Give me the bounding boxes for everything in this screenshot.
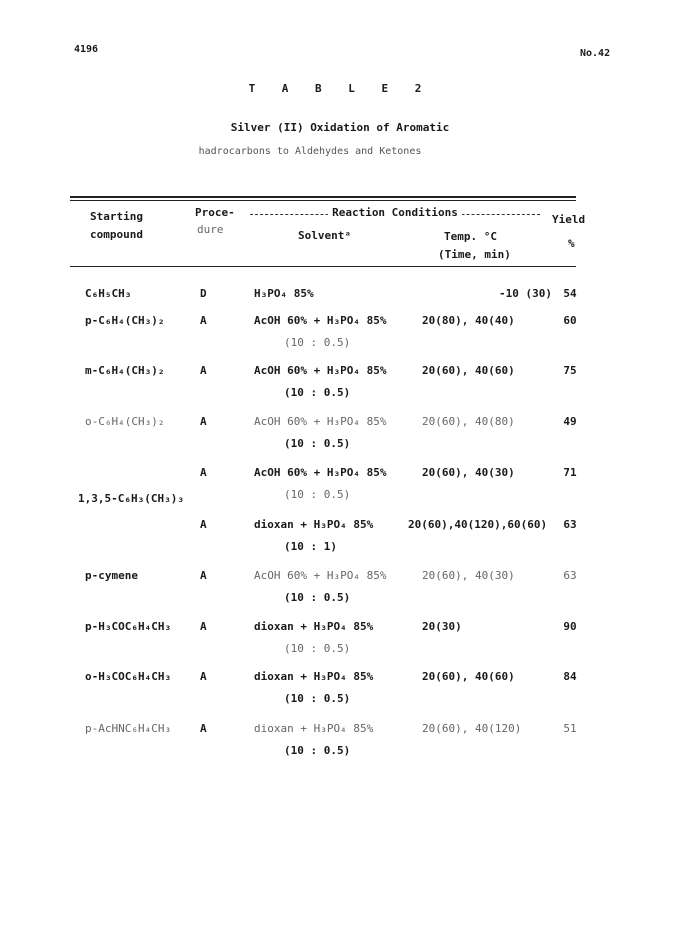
row-solvent: AcOH 60% + H₃PO₄ 85% [254,466,387,479]
row-ratio: (10 : 0.5) [284,336,351,349]
row-ratio: (10 : 1) [284,540,337,553]
row-yield: 63 [563,518,577,531]
row-ratio: (10 : 0.5) [284,437,351,450]
row-temp: 20(60),40(120),60(60) [408,518,548,531]
header-time: (Time, min) [438,248,511,261]
top-rule-thick [70,196,576,198]
row-temp: 20(60), 40(30) [422,466,515,479]
row-yield: 75 [563,364,577,377]
row-ratio: (10 : 0.5) [284,692,351,705]
journal-number: No.42 [580,48,611,59]
row-yield: 71 [563,466,577,479]
header-temp: Temp. °C [444,230,497,243]
row-procedure: A [200,466,207,479]
header-procedure: Proce- [195,206,235,219]
row-yield: 90 [563,620,577,633]
row-procedure: A [200,620,207,633]
row-procedure: A [200,415,207,428]
header-yield-unit: % [568,237,575,250]
row-procedure: A [200,569,207,582]
row-solvent: dioxan + H₃PO₄ 85% [254,722,374,735]
row-compound: p-cymene [85,569,138,582]
row-temp: 20(60), 40(30) [422,569,515,582]
row-yield: 63 [563,569,577,582]
row-solvent: AcOH 60% + H₃PO₄ 85% [254,364,387,377]
row-temp: 20(30) [422,620,462,633]
row-ratio: (10 : 0.5) [284,591,351,604]
row-ratio: (10 : 0.5) [284,386,351,399]
row-solvent: AcOH 60% + H₃PO₄ 85% [254,569,387,582]
row-compound: p-C₆H₄(CH₃)₂ [85,314,165,327]
header-reaction-conditions-text: Reaction Conditions [328,206,462,219]
row-solvent: AcOH 60% + H₃PO₄ 85% [254,314,387,327]
row-temp: 20(80), 40(40) [422,314,515,327]
row-ratio: (10 : 0.5) [284,488,351,501]
top-rule-thin [70,200,576,201]
row-compound: o-H₃COC₆H₄CH₃ [85,670,172,683]
row-compound: m-C₆H₄(CH₃)₂ [85,364,165,377]
header-reaction-conditions [250,206,540,219]
row-temp: 20(60), 40(60) [422,670,515,683]
row-compound: p-H₃COC₆H₄CH₃ [85,620,172,633]
row-procedure: A [200,518,207,531]
row-procedure: A [200,314,207,327]
header-starting: Starting [90,210,143,223]
header-compound: compound [90,228,143,241]
row-compound: C₆H₅CH₃ [85,287,132,300]
row-procedure: A [200,722,207,735]
row-temp: 20(60), 40(60) [422,364,515,377]
row-yield: 60 [563,314,577,327]
table-title-line2: hadrocarbons to Aldehydes and Ketones [198,146,422,157]
row-procedure: D [200,287,207,300]
row-solvent: AcOH 60% + H₃PO₄ 85% [254,415,387,428]
row-yield: 84 [563,670,577,683]
row-temp: -10 (30) [499,287,552,300]
row-yield: 51 [563,722,577,735]
row-solvent: dioxan + H₃PO₄ 85% [254,670,374,683]
row-solvent: dioxan + H₃PO₄ 85% [254,518,374,531]
table-label: T A B L E 2 [248,82,432,95]
header-bottom-rule [70,266,576,267]
row-procedure: A [200,364,207,377]
row-compound: p-AcHNC₆H₄CH₃ [85,722,172,735]
row-ratio: (10 : 0.5) [284,642,351,655]
row-temp: 20(60), 40(120) [422,722,522,735]
row-compound: o-C₆H₄(CH₃)₂ [85,415,165,428]
row-ratio: (10 : 0.5) [284,744,351,757]
row-solvent: dioxan + H₃PO₄ 85% [254,620,374,633]
row-yield: 54 [563,287,577,300]
header-procedure-cont: dure [197,223,224,236]
header-solvent: Solventᵃ [298,229,351,242]
row-temp: 20(60), 40(80) [422,415,515,428]
table-title-line1: Silver (II) Oxidation of Aromatic [230,121,450,134]
row-procedure: A [200,670,207,683]
row-solvent: H₃PO₄ 85% [254,287,314,300]
page-number: 4196 [74,44,99,55]
row-compound: 1,3,5-C₆H₃(CH₃)₃ [78,492,184,505]
header-yield: Yield [552,213,586,226]
row-yield: 49 [563,415,577,428]
